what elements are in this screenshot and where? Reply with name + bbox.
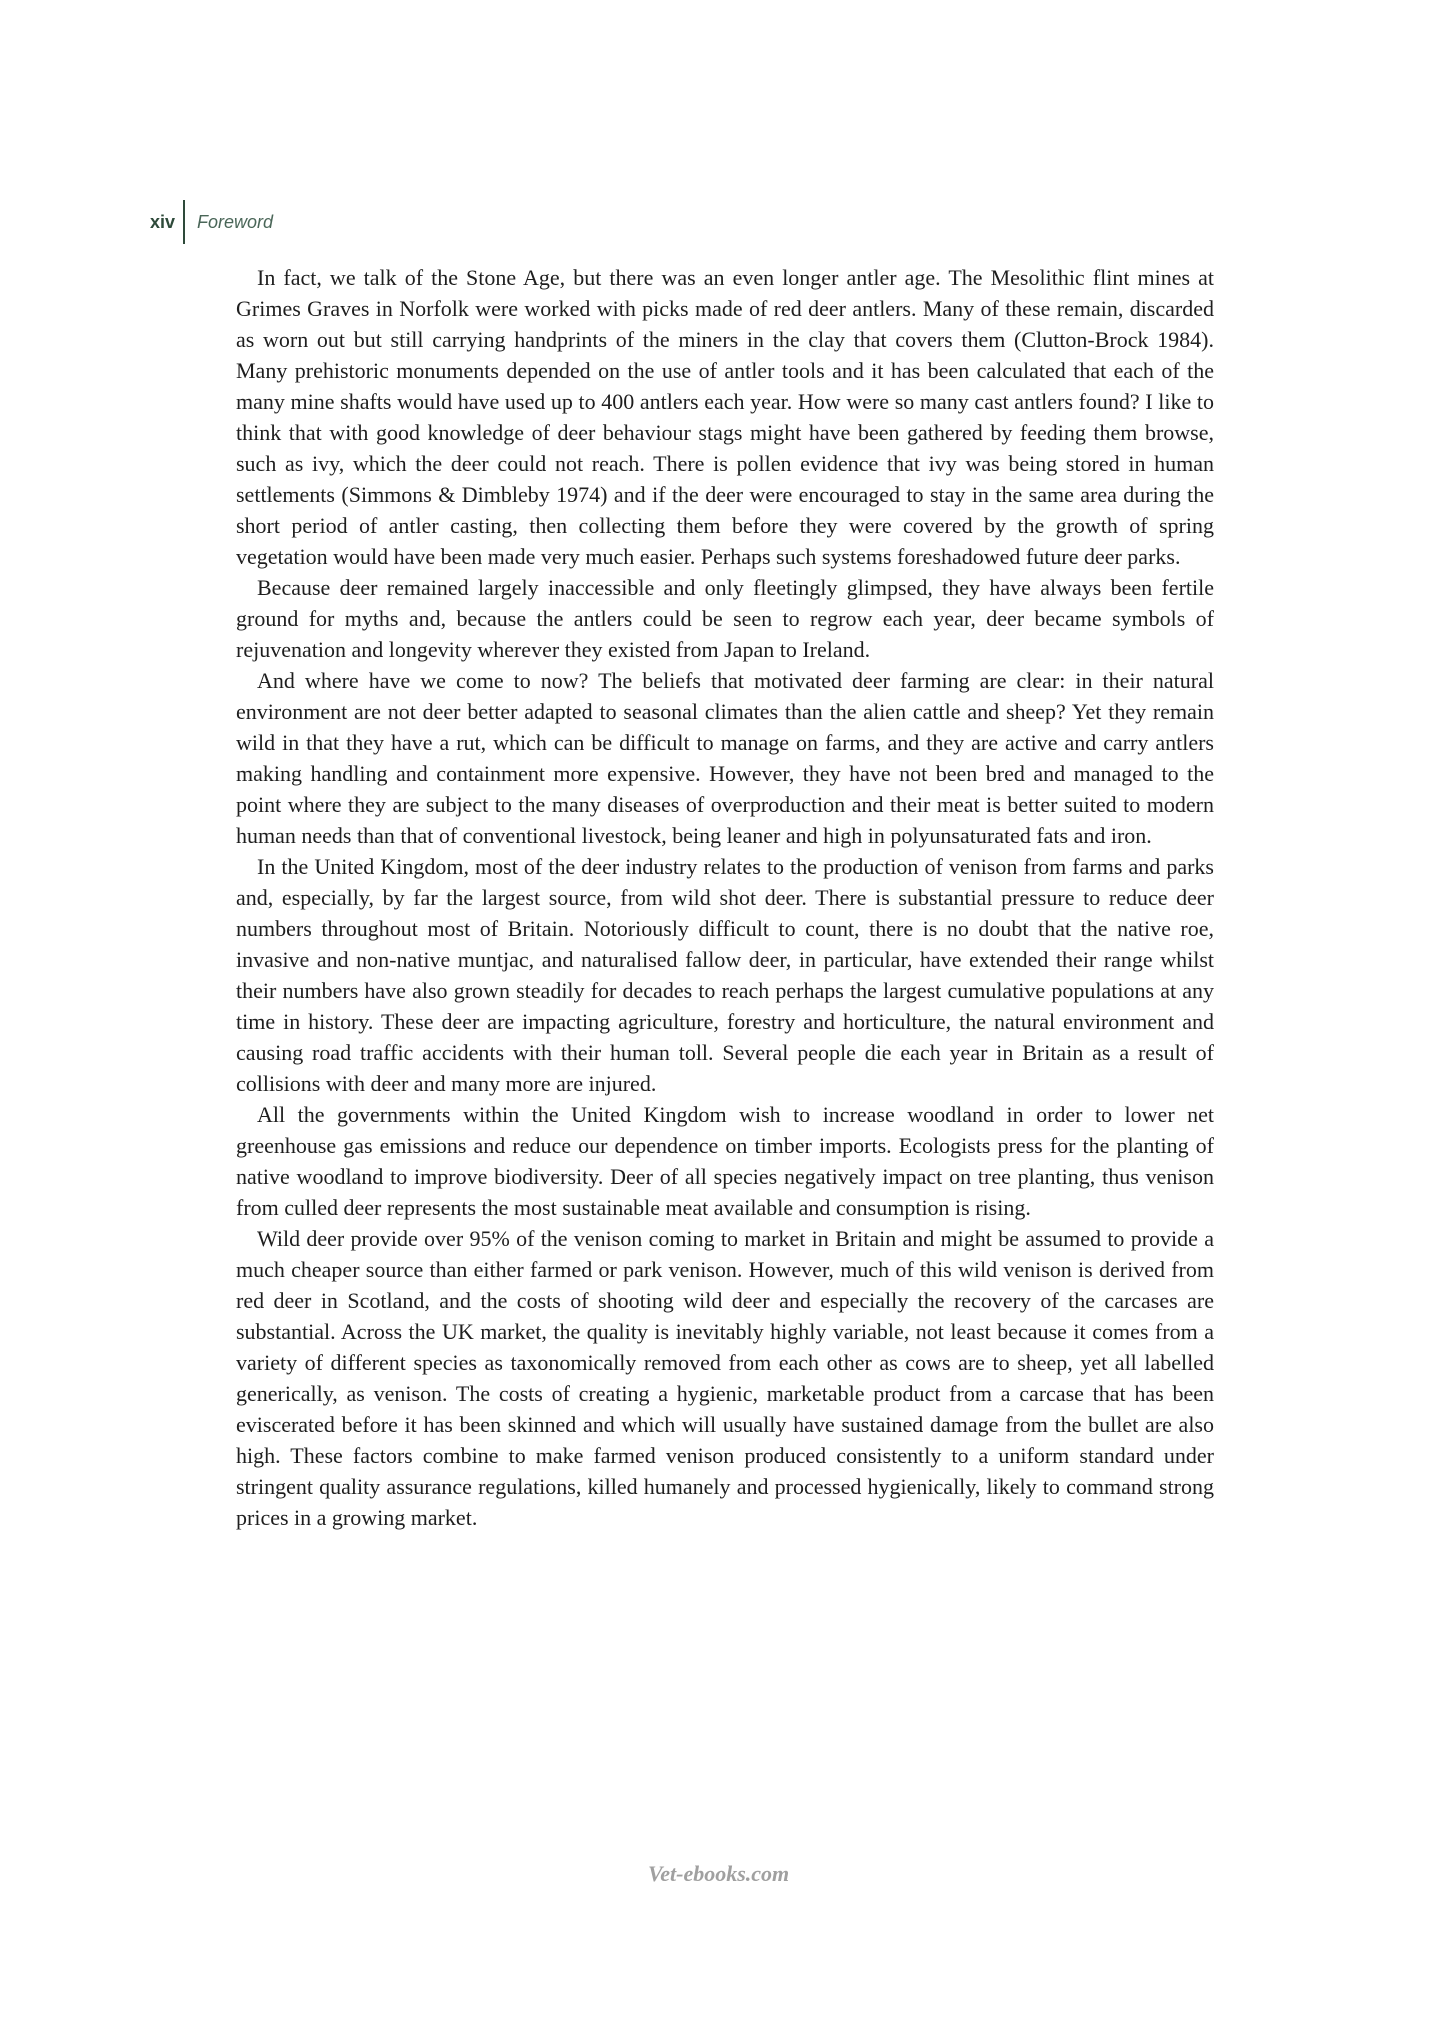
running-header [150,200,273,244]
paragraph-woodland: All the governments within the United Kingdom wish to increase woodland in order to lower net greenhouse gas emissions and reduce our dependence on timber imports. Ecologists press for the planting of native woodland to improve biodiversity. Deer of all species negatively impact on tree planting, thus venison from culled deer represents the most sustainable meat available and consumption is rising. [236,1102,1214,1220]
paragraph-antler-age: In fact, we talk of the Stone Age, but there was an even longer antler age. The Mesolithic flint mines at Grimes Graves in Norfolk were worked with picks made of red deer antlers. Many of these remain, discarded as worn out but still carrying handprints of the miners in the clay that covers them (Clutton-Brock 1984). Many prehistoric monuments depended on the use of antler tools and it has been calculated that each of the many mine shafts would have used up to 400 antlers each year. How were so many cast antlers found? I like to think that with good knowledge of deer behaviour stags might have been gathered by feeding them browse, such as ivy, which the deer could not reach. There is pollen evidence that ivy was being stored in human settlements (Simmons & Dimbleby 1974) and if the deer were encouraged to stay in the same area during the short period of antler casting, then collecting them before they were covered by the growth of spring vegetation would have been made very much easier. Perhaps such systems foreshadowed future deer parks. [236,265,1214,569]
page-number: xiv [150,211,176,232]
paragraph-deer-farming: And where have we come to now? The beliefs that motivated deer farming are clear: in their natural environment are not deer better adapted to seasonal climates than the alien cattle and sheep? Yet they remain wild in that they have a rut, which can be difficult to manage on farms, and they are active and carry antlers making handling and containment more expensive. However, they have not been bred and managed to the point where they are subject to the many diseases of overproduction and their meat is better suited to modern human needs than that of conventional livestock, being leaner and high in polyunsaturated fats and iron. [236,668,1214,848]
header-divider [183,200,185,244]
foreword-body [236,262,1214,1533]
paragraph-uk-industry: In the United Kingdom, most of the deer industry relates to the production of venison from farms and parks and, especially, by far the largest source, from wild shot deer. There is substantial pressure to reduce deer numbers throughout most of Britain. Notoriously difficult to count, there is no doubt that the native roe, invasive and non-native muntjac, and naturalised fallow deer, in particular, have extended their range whilst their numbers have also grown steadily for decades to reach perhaps the largest cumulative populations at any time in history. These deer are impacting agriculture, forestry and horticulture, the natural environment and causing road traffic accidents with their human toll. Several people die each year in Britain as a result of collisions with deer and many more are injured. [236,854,1214,1096]
watermark-text: Vet-ebooks.com [648,1861,790,1886]
paragraph-myths: Because deer remained largely inaccessible and only fleetingly glimpsed, they have always been fertile ground for myths and, because the antlers could be seen to regrow each year, deer became symbols of rejuvenation and longevity wherever they existed from Japan to Ireland. [236,575,1214,662]
vet-ebooks-watermark-logo [646,1853,816,1893]
paragraph-wild-venison: Wild deer provide over 95% of the venison coming to market in Britain and might be assumed to provide a much cheaper source than either farmed or park venison. However, much of this wild venison is derived from red deer in Scotland, and the costs of shooting wild deer and especially the recovery of the carcases are substantial. Across the UK market, the quality is inevitably highly variable, not least because it comes from a variety of different species as taxonomically removed from each other as cows are to sheep, yet all labelled generically, as venison. The costs of creating a hygienic, marketable product from a carcase that has been eviscerated before it has been skinned and which will usually have sustained damage from the bullet are also high. These factors combine to make farmed venison produced consistently to a uniform standard under stringent quality assurance regulations, killed humanely and processed hygienically, likely to command strong prices in a growing market. [236,1226,1214,1530]
running-title: Foreword [197,211,274,232]
